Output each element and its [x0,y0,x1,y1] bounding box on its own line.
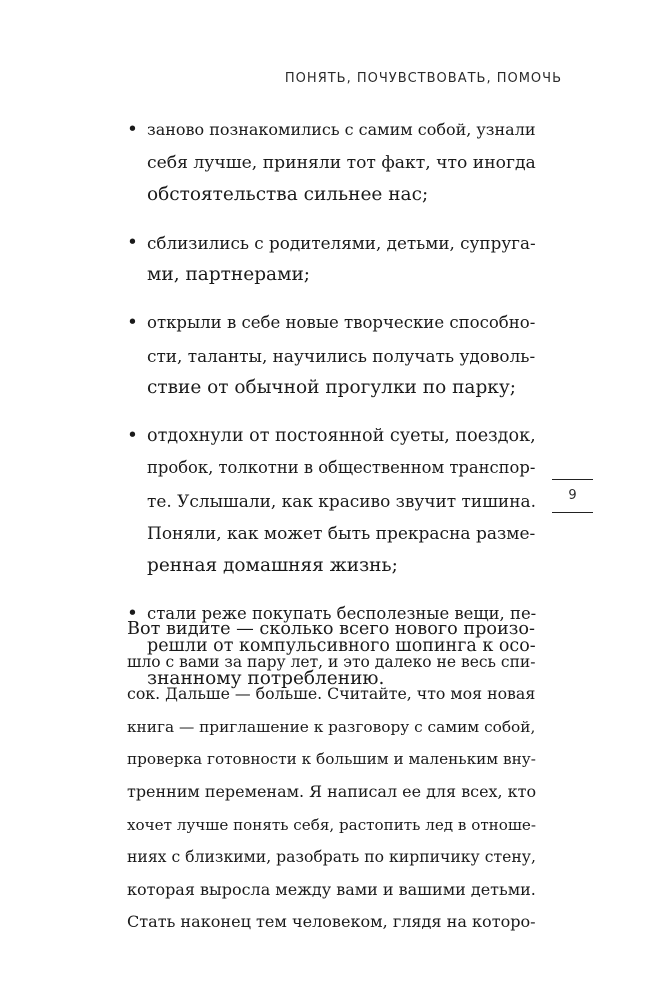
list-item [127,420,536,583]
text-line: обстоятельства сильнее нас; [147,184,429,206]
bullet-list [127,114,536,696]
text-line: книга — приглашение к разговору с самим собой, [127,717,536,736]
text-line: Вот видите — сколько всего нового произо- [127,619,536,639]
text-line: которая выросла между вами и вашими детьми. [127,879,536,899]
text-line: Стать наконец тем человеком, глядя на которо- [127,912,536,932]
text-line: шло с вами за пару лет, и это далеко не весь спи- [127,652,536,671]
bullet-icon: • [127,119,138,140]
text-line: ствие от обычной прогулки по парку; [147,377,516,399]
text-line: сблизились с родителями, детьми, супруга- [147,232,536,253]
text-line: хочет лучше понять себя, растопить лед в отноше- [127,815,536,834]
text-line: сок. Дальше — больше. Считайте, что моя новая [127,684,536,704]
text-line: решли от компульсивного шопинга к осо- [147,636,536,657]
text-line: заново познакомились с самим собой, узнали [147,120,536,139]
text-line: пробок, толкотни в общественном транспор- [147,458,536,478]
text-line: открыли в себе новые творческие способно- [147,312,536,332]
text-line: сти, таланты, научились получать удоволь- [147,345,536,366]
text-line: себя лучше, приняли тот факт, что иногда [147,152,536,173]
list-item [127,307,536,405]
text-line: ниях с близкими, разобрать по кирпичику стену, [127,847,536,867]
text-line: знанному потреблению. [147,667,385,689]
bullet-icon: • [127,424,138,446]
body-paragraph [127,613,536,939]
text-line: ренная домашняя жизнь; [147,555,398,577]
list-item [127,227,536,292]
running-head: ПОНЯТЬ, ПОЧУВСТВОВАТЬ, ПОМОЧЬ [284,71,562,86]
bullet-icon: • [127,231,138,253]
page-number-box [552,479,593,513]
text-line: ми, партнерами; [147,264,311,286]
text-line: проверка готовности к большим и маленьким вну- [127,750,536,769]
text-line: отдохнули от постоянной суеты, поездок, [147,425,536,446]
list-item [127,114,536,212]
page-number: 9 [568,488,577,503]
text-line: стали реже покупать бесполезные вещи, пе- [147,603,537,623]
text-line: Поняли, как может быть прекрасна разме- [147,523,536,544]
bullet-icon: • [127,602,138,624]
text-line: тренним переменам. Я написал ее для всех, кто [127,781,537,801]
bullet-icon: • [127,311,138,333]
text-line: те. Услышали, как красиво звучит тишина. [147,490,536,511]
